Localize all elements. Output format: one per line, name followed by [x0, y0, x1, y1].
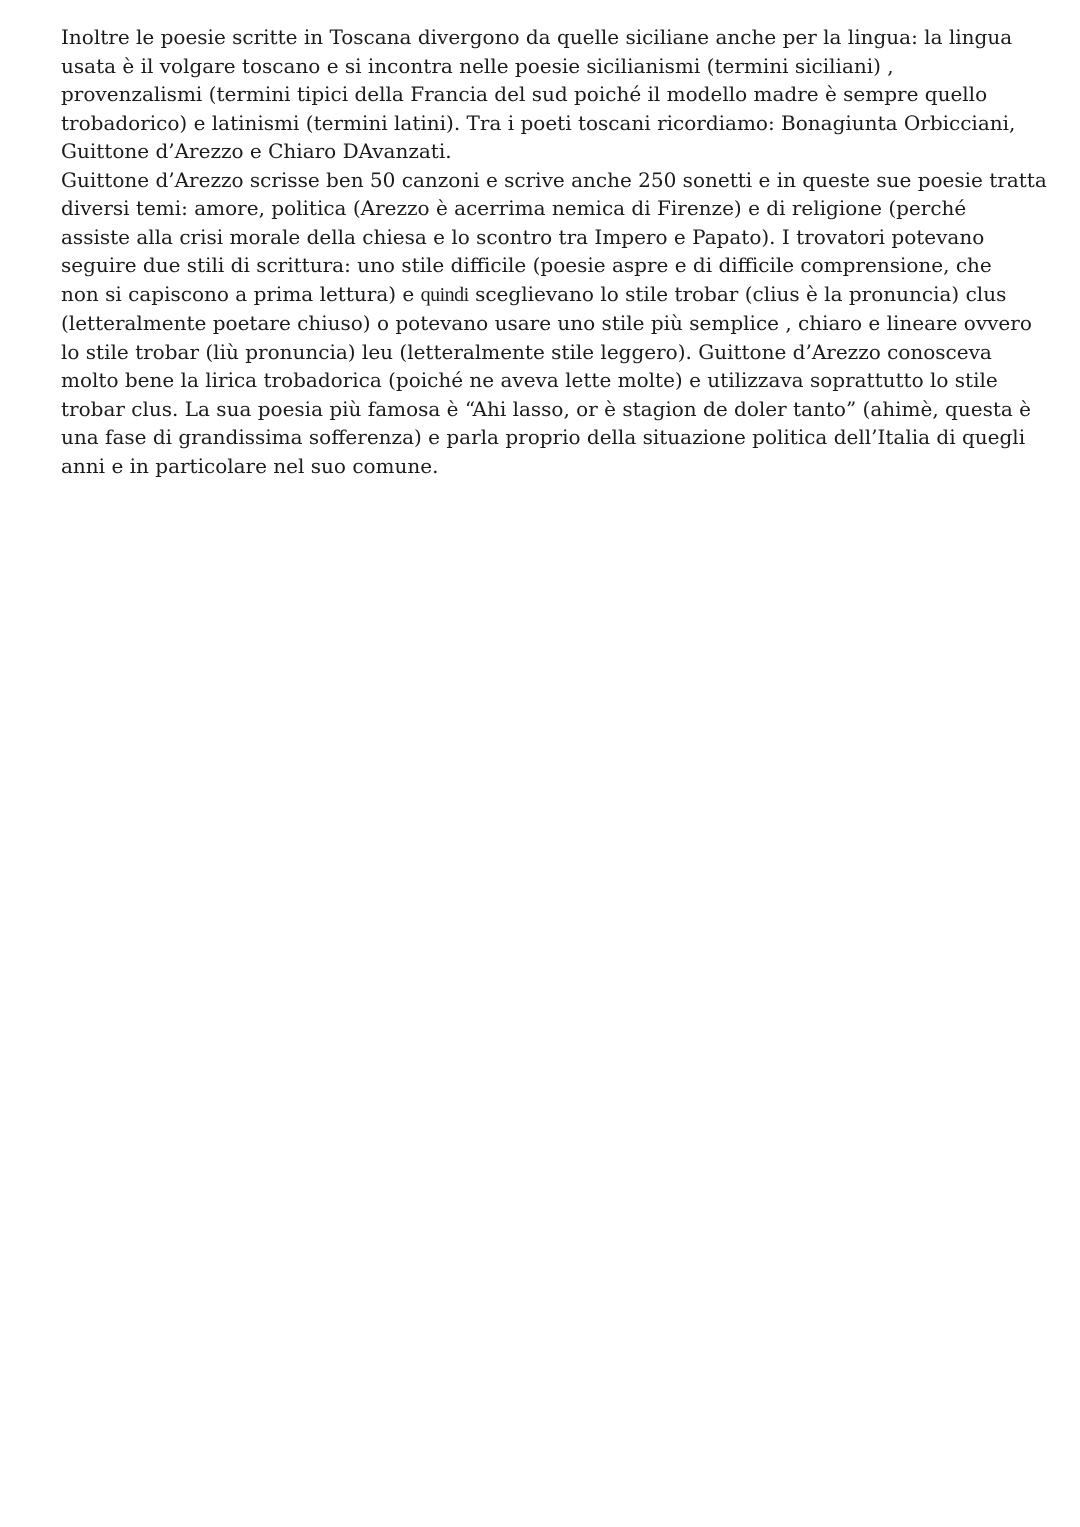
text-line: usata è il volgare toscano e si incontra nelle poesie sicilianismi (termini siciliani) ,	[61, 53, 894, 78]
text-segment: sceglievano lo stile trobar (clius è la pronuncia) clus	[468, 281, 1007, 306]
text-line: molto bene la lirica trobadorica (poiché ne aveva lette molte) e utilizzava soprattutto lo stile	[61, 368, 998, 392]
text-segment-quindi: quindi	[420, 283, 469, 306]
text-line: una fase di grandissima sofferenza) e parla proprio della situazione politica dell’Italia di quegli	[61, 425, 1026, 449]
text-line: trobadorico) e latinismi (termini latini). Tra i poeti toscani ricordiamo: Bonagiunta Orbicciani,	[61, 110, 1016, 135]
text-line: trobar clus. La sua poesia più famosa è “Ahi lasso, or è stagion de doler tanto” (ahimè, questa è	[61, 396, 1031, 421]
paragraph-guittone	[61, 166, 1047, 481]
text-line: diversi temi: amore, politica (Arezzo è acerrima nemica di Firenze) e di religione (perché	[61, 196, 967, 220]
document-body	[61, 23, 1047, 480]
text-line: (letteralmente poetare chiuso) o potevano usare uno stile più semplice , chiaro e lineare ovvero	[61, 311, 1032, 335]
text-line: Inoltre le poesie scritte in Toscana divergono da quelle siciliane anche per la lingua: la lingua	[61, 25, 1013, 49]
text-line: provenzalismi (termini tipici della Francia del sud poiché il modello madre è sempre quello	[61, 82, 988, 106]
text-line: assiste alla crisi morale della chiesa e lo scontro tra Impero e Papato). I trovatori potevano	[61, 224, 985, 249]
text-line: Guittone d’Arezzo scrisse ben 50 canzoni e scrive anche 250 sonetti e in queste sue poesie tratta	[61, 167, 1047, 192]
text-line: seguire due stili di scrittura: uno stile difficile (poesie aspre e di difficile comprensione, che	[61, 253, 992, 277]
text-line: Guittone d’Arezzo e Chiaro DAvanzati.	[61, 139, 452, 163]
text-line: lo stile trobar (liù pronuncia) leu (letteralmente stile leggero). Guittone d’Arezzo conosceva	[61, 339, 992, 364]
paragraph-toscana-lingua	[61, 23, 1016, 166]
text-line: anni e in particolare nel suo comune.	[61, 453, 439, 478]
text-line-mixed	[61, 280, 1007, 310]
text-segment: non si capiscono a prima lettura) e	[61, 281, 415, 306]
